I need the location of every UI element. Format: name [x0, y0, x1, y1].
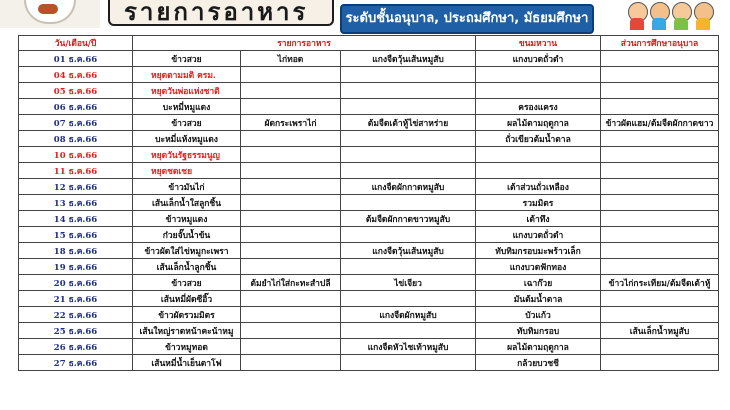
- main-dish-cell: เส้นเล็กน้ำลูกชิ้น: [133, 259, 241, 275]
- side-dish-2-cell: แกงจืดหัวไชเท้าหมูสับ: [341, 339, 476, 355]
- side-dish-2-cell: [341, 131, 476, 147]
- side-dish-2-cell: [341, 291, 476, 307]
- side-dish-1-cell: [241, 259, 341, 275]
- child-body-icon: [652, 18, 666, 30]
- kindergarten-cell: [601, 147, 719, 163]
- table-row: [19, 291, 719, 307]
- main-dish-cell: ข้าวสวย: [133, 51, 241, 67]
- kindergarten-cell: [601, 99, 719, 115]
- dessert-cell: ทับทิมกรอบมะพร้าวเล็ก: [476, 243, 601, 259]
- date-cell: 22 ธ.ค.66: [19, 307, 133, 323]
- main-dish-cell: บะหมี่หมูแดง: [133, 99, 241, 115]
- table-row: [19, 131, 719, 147]
- kindergarten-cell: [601, 355, 719, 371]
- dessert-cell: ทับทิมกรอบ: [476, 323, 601, 339]
- side-dish-1-cell: [241, 307, 341, 323]
- main-dish-cell: เส้นเล็กน้ำใสลูกชิ้น: [133, 195, 241, 211]
- main-dish-cell: เส้นใหญ่ราดหน้าคะน้าหมู: [133, 323, 241, 339]
- date-cell: 08 ธ.ค.66: [19, 131, 133, 147]
- table-row: [19, 355, 719, 371]
- kindergarten-cell: [601, 307, 719, 323]
- side-dish-1-cell: [241, 131, 341, 147]
- side-dish-2-cell: ไข่เจียว: [341, 275, 476, 291]
- side-dish-2-cell: ต้มจืดเต้าหู้ไข่สาหร่าย: [341, 115, 476, 131]
- date-cell: 19 ธ.ค.66: [19, 259, 133, 275]
- side-dish-2-cell: แกงจืดวุ้นเส้นหมูสับ: [341, 51, 476, 67]
- main-dish-cell: ข้าวผัดรวมมิตร: [133, 307, 241, 323]
- side-dish-2-cell: [341, 83, 476, 99]
- side-dish-1-cell: ต้มยำไก่ใส่กะทะสำปลี: [241, 275, 341, 291]
- side-dish-1-cell: [241, 147, 341, 163]
- kindergarten-cell: [601, 195, 719, 211]
- menu-table: [18, 35, 719, 371]
- main-dish-cell: ข้าวสวย: [133, 275, 241, 291]
- date-cell: 18 ธ.ค.66: [19, 243, 133, 259]
- main-dish-cell: เส้นหมี่ผัดซีอิ๊ว: [133, 291, 241, 307]
- dessert-cell: รวมมิตร: [476, 195, 601, 211]
- main-dish-cell: ข้าวมันไก่: [133, 179, 241, 195]
- side-dish-1-cell: [241, 323, 341, 339]
- kindergarten-cell: [601, 51, 719, 67]
- date-cell: 10 ธ.ค.66: [19, 147, 133, 163]
- side-dish-2-cell: [341, 99, 476, 115]
- main-dish-cell: ข้าวหมูแดง: [133, 211, 241, 227]
- table-row: [19, 323, 719, 339]
- dessert-cell: เต้าส่วนถั่วเหลือง: [476, 179, 601, 195]
- side-dish-2-cell: แกงจืดผักกาดหมูสับ: [341, 179, 476, 195]
- kindergarten-cell: [601, 211, 719, 227]
- level-banner: ระดับชั้นอนุบาล, ประถมศึกษา, มัธยมศึกษา: [340, 4, 594, 34]
- table-row: [19, 195, 719, 211]
- table-row: [19, 259, 719, 275]
- dessert-cell: แกงบวดฟักทอง: [476, 259, 601, 275]
- child-body-icon: [696, 18, 710, 30]
- date-cell: 25 ธ.ค.66: [19, 323, 133, 339]
- kindergarten-cell: เส้นเล็กน้ำหมูสับ: [601, 323, 719, 339]
- table-row: [19, 243, 719, 259]
- side-dish-1-cell: [241, 99, 341, 115]
- food-banner-decoration: [0, 0, 100, 28]
- side-dish-1-cell: ผัดกระเพราไก่: [241, 115, 341, 131]
- side-dish-2-cell: แกงจืดผักหมูสับ: [341, 307, 476, 323]
- main-dish-cell: ข้าวสวย: [133, 115, 241, 131]
- date-cell: 26 ธ.ค.66: [19, 339, 133, 355]
- kindergarten-cell: ข้าวไก่กระเทียม/ต้มจืดเต้าหู้: [601, 275, 719, 291]
- side-dish-1-cell: [241, 83, 341, 99]
- dessert-cell: ผลไม้ตามฤดูกาล: [476, 339, 601, 355]
- kindergarten-cell: [601, 243, 719, 259]
- table-row: [19, 51, 719, 67]
- main-dish-cell: หยุดวันรัฐธรรมนูญ: [133, 147, 241, 163]
- date-cell: 12 ธ.ค.66: [19, 179, 133, 195]
- table-row: [19, 339, 719, 355]
- main-dish-cell: ข้าวหมูทอด: [133, 339, 241, 355]
- table-row: [19, 99, 719, 115]
- side-dish-2-cell: [341, 195, 476, 211]
- table-row: [19, 211, 719, 227]
- side-dish-2-cell: [341, 227, 476, 243]
- kindergarten-cell: [601, 227, 719, 243]
- child-body-icon: [630, 18, 644, 30]
- date-cell: 04 ธ.ค.66: [19, 67, 133, 83]
- dessert-cell: [476, 147, 601, 163]
- dessert-cell: แกงบวดถั่วดำ: [476, 227, 601, 243]
- date-cell: 27 ธ.ค.66: [19, 355, 133, 371]
- menu-title-box: [108, 0, 334, 26]
- side-dish-1-cell: [241, 179, 341, 195]
- dessert-cell: [476, 83, 601, 99]
- dessert-cell: มันต้มน้ำตาล: [476, 291, 601, 307]
- column-header-menu: รายการอาหาร: [133, 36, 476, 51]
- dessert-cell: ผลไม้ตามฤดูกาล: [476, 115, 601, 131]
- date-cell: 07 ธ.ค.66: [19, 115, 133, 131]
- table-header-row: [19, 36, 719, 51]
- main-dish-cell: ก๋วยจั๊บน้ำข้น: [133, 227, 241, 243]
- side-dish-2-cell: ต้มจืดผักกาดขาวหมูสับ: [341, 211, 476, 227]
- dessert-cell: แกงบวดถั่วดำ: [476, 51, 601, 67]
- table-row: [19, 307, 719, 323]
- table-row: [19, 179, 719, 195]
- kindergarten-cell: [601, 67, 719, 83]
- side-dish-1-cell: [241, 227, 341, 243]
- date-cell: 15 ธ.ค.66: [19, 227, 133, 243]
- side-dish-2-cell: [341, 323, 476, 339]
- kindergarten-cell: [601, 291, 719, 307]
- table-row: [19, 115, 719, 131]
- main-dish-cell: ข้าวผัดใส่ไข่หมูกะเพรา: [133, 243, 241, 259]
- date-cell: 06 ธ.ค.66: [19, 99, 133, 115]
- children-illustration: [620, 0, 716, 30]
- menu-title: รายการอาหาร: [124, 0, 309, 26]
- kindergarten-cell: [601, 131, 719, 147]
- date-cell: 21 ธ.ค.66: [19, 291, 133, 307]
- table-row: [19, 163, 719, 179]
- side-dish-1-cell: ไก่ทอด: [241, 51, 341, 67]
- kindergarten-cell: ข้าวผัดแฮม/ต้มจืดผักกาดขาว: [601, 115, 719, 131]
- dessert-cell: เฉาก๊วย: [476, 275, 601, 291]
- side-dish-2-cell: [341, 147, 476, 163]
- column-header-dessert: ขนมหวาน: [476, 36, 601, 51]
- side-dish-1-cell: [241, 195, 341, 211]
- dessert-cell: [476, 67, 601, 83]
- main-dish-cell: เส้นหมี่น้ำเย็นตาโฟ: [133, 355, 241, 371]
- kindergarten-cell: [601, 339, 719, 355]
- kindergarten-cell: [601, 83, 719, 99]
- date-cell: 01 ธ.ค.66: [19, 51, 133, 67]
- side-dish-1-cell: [241, 163, 341, 179]
- dessert-cell: กล้วยบวชชี: [476, 355, 601, 371]
- side-dish-1-cell: [241, 291, 341, 307]
- table-row: [19, 275, 719, 291]
- date-cell: 20 ธ.ค.66: [19, 275, 133, 291]
- date-cell: 13 ธ.ค.66: [19, 195, 133, 211]
- side-dish-2-cell: [341, 163, 476, 179]
- dessert-cell: ถั่วเขียวต้มน้ำตาล: [476, 131, 601, 147]
- kindergarten-cell: [601, 163, 719, 179]
- table-body: [19, 51, 719, 371]
- side-dish-1-cell: [241, 243, 341, 259]
- date-cell: 11 ธ.ค.66: [19, 163, 133, 179]
- table-row: [19, 227, 719, 243]
- child-body-icon: [674, 18, 688, 30]
- dessert-cell: [476, 163, 601, 179]
- main-dish-cell: หยุดวันพ่อแห่งชาติ: [133, 83, 241, 99]
- main-dish-cell: หยุดชดเชย: [133, 163, 241, 179]
- side-dish-2-cell: [341, 259, 476, 275]
- food-icon: [38, 4, 58, 14]
- date-cell: 14 ธ.ค.66: [19, 211, 133, 227]
- main-dish-cell: บะหมี่แห้งหมูแดง: [133, 131, 241, 147]
- table-row: [19, 67, 719, 83]
- side-dish-2-cell: [341, 67, 476, 83]
- main-dish-cell: หยุดตามมติ ครม.: [133, 67, 241, 83]
- side-dish-1-cell: [241, 211, 341, 227]
- date-cell: 05 ธ.ค.66: [19, 83, 133, 99]
- side-dish-1-cell: [241, 339, 341, 355]
- dessert-cell: ครองแครง: [476, 99, 601, 115]
- table-row: [19, 83, 719, 99]
- side-dish-1-cell: [241, 355, 341, 371]
- table-row: [19, 147, 719, 163]
- kindergarten-cell: [601, 259, 719, 275]
- kindergarten-cell: [601, 179, 719, 195]
- side-dish-1-cell: [241, 67, 341, 83]
- column-header-kindergarten: ส่วนการศึกษาอนุบาล: [601, 36, 719, 51]
- column-header-date: วัน/เดือน/ปี: [19, 36, 133, 51]
- dessert-cell: บัวแก้ว: [476, 307, 601, 323]
- side-dish-2-cell: [341, 355, 476, 371]
- dessert-cell: เต้าทึง: [476, 211, 601, 227]
- side-dish-2-cell: แกงจืดวุ้นเส้นหมูสับ: [341, 243, 476, 259]
